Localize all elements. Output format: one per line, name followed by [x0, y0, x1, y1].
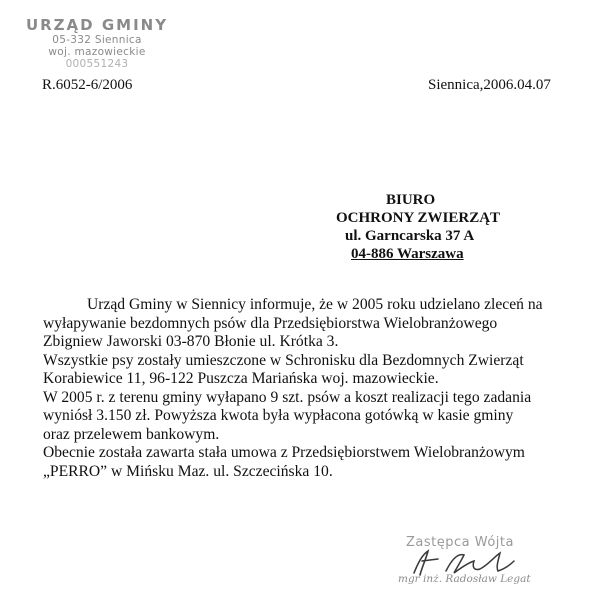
- signature-stroke: [414, 551, 438, 575]
- signature-name: mgr inż. Radosław Legat: [398, 573, 531, 585]
- stamp-title: URZĄD GMINY: [25, 16, 169, 34]
- signature-title: Zastępca Wójta: [406, 535, 514, 550]
- body-line: Korabiewice 11, 96-122 Puszcza Mariańska woj. mazowieckie.: [43, 370, 439, 387]
- body-line: „PERRO” w Mińsku Maz. ul. Szczecińska 10.: [43, 462, 333, 480]
- stamp-address: 05-332 Siennica: [52, 34, 142, 46]
- office-stamp: [22, 16, 172, 70]
- recipient-postal-text: 04-886 Warszawa: [351, 246, 464, 262]
- recipient-line: BIURO: [386, 192, 436, 208]
- body-line: wyniósł 3.150 zł. Powyższa kwota była wypłacona gotówką w kasie gminy: [43, 407, 514, 424]
- stamp-region: woj. mazowieckie: [48, 46, 146, 58]
- letter-body: [43, 296, 583, 481]
- signature-stroke: [446, 553, 514, 573]
- body-line: Urząd Gminy w Siennicy informuje, że w 2005 roku udzielano zleceń na: [87, 296, 543, 313]
- body-line: Obecnie została zawarta stała umowa z Przedsiębiorstwem Wielobranżowym: [43, 444, 525, 461]
- body-line: Zbigniew Jaworski 03-870 Błonie ul. Krótka 3.: [43, 333, 339, 350]
- place-and-date: Siennica,2006.04.07: [428, 77, 551, 93]
- body-line: W 2005 r. z terenu gminy wyłapano 9 szt. psów a koszt realizacji tego zadania: [43, 388, 532, 406]
- body-line: wyłapywanie bezdomnych psów dla Przedsiębiorstwa Wielobranżowego: [43, 314, 498, 332]
- signature-block: [398, 535, 588, 595]
- reference-number: R.6052-6/2006: [42, 77, 133, 93]
- body-line: oraz przelewem bankowym.: [43, 425, 220, 443]
- recipient-postal-line: [300, 245, 560, 263]
- stamp-regon: 000551243: [65, 58, 129, 70]
- recipient-line: ul. Garncarska 37 A: [345, 228, 475, 244]
- recipient-address: [300, 191, 560, 263]
- body-line: Wszystkie psy zostały umieszczone w Schronisku dla Bezdomnych Zwierząt: [43, 351, 524, 369]
- recipient-line: OCHRONY ZWIERZĄT: [336, 210, 501, 226]
